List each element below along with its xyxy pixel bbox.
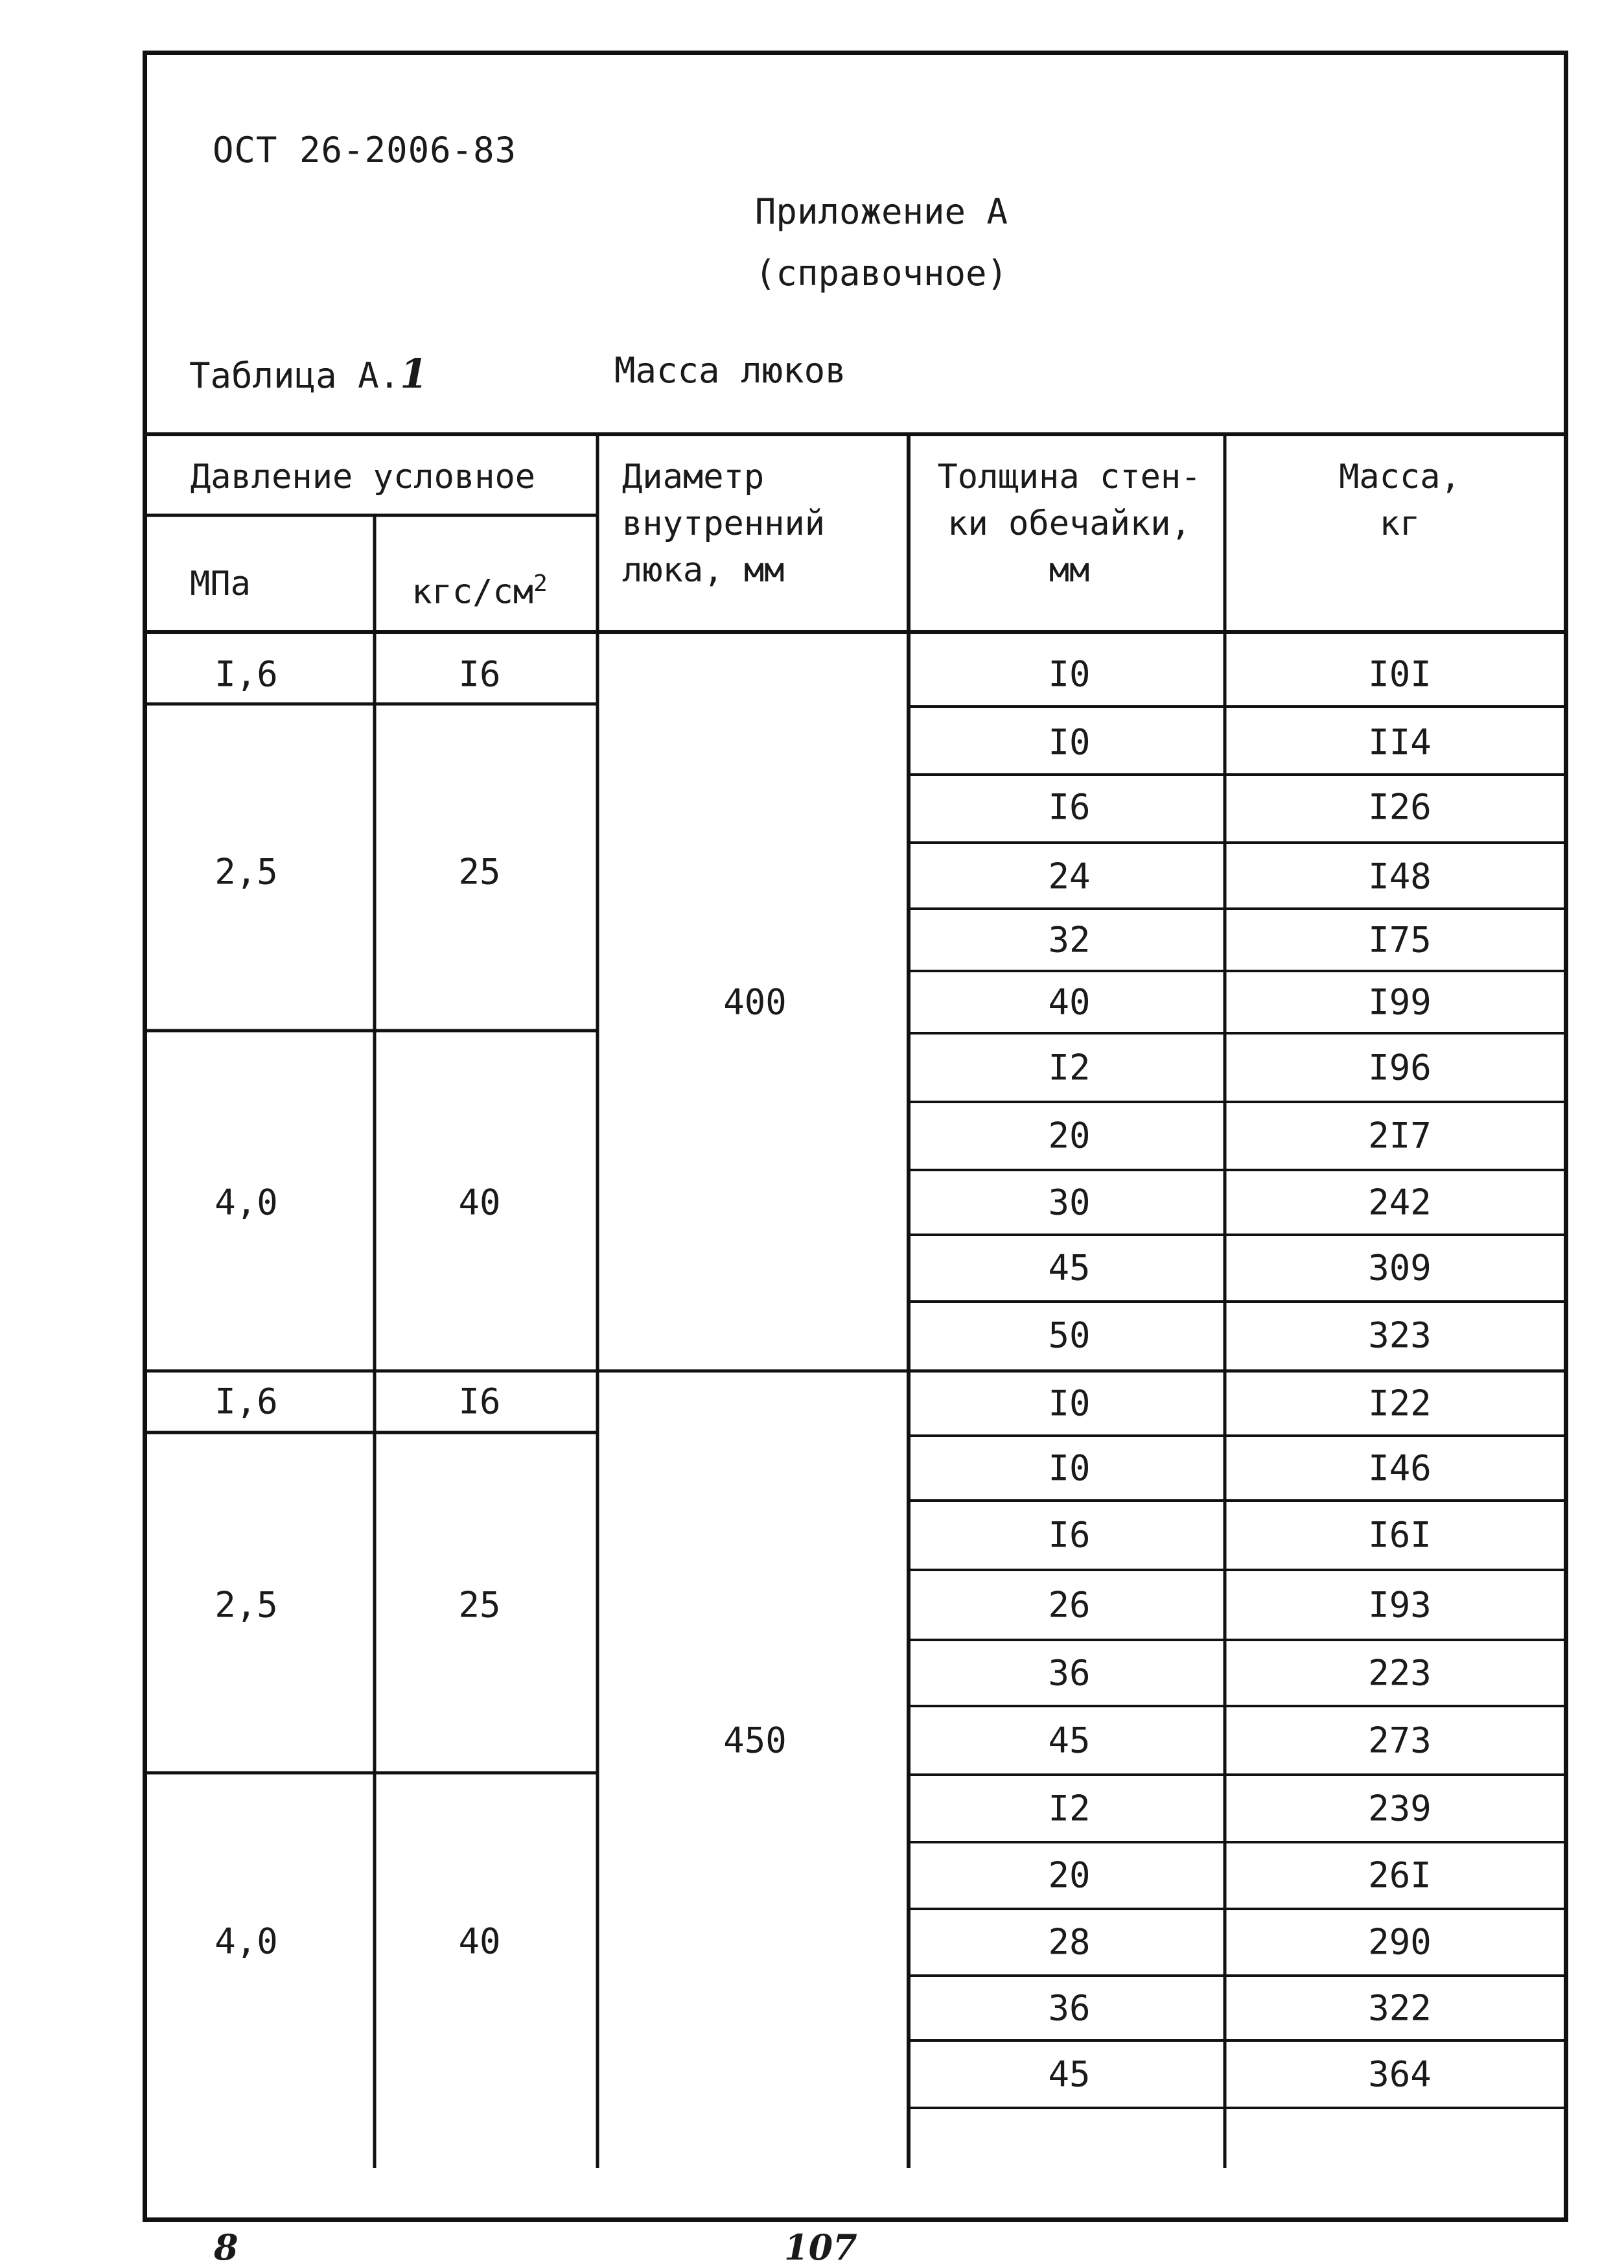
header-diameter-line-1: Диаметр	[622, 458, 765, 497]
document-code: ОСТ 26-2006-83	[213, 130, 517, 170]
page-number-left: 8	[214, 2227, 238, 2268]
thickness-cell: 28	[1048, 1921, 1091, 1963]
header-thickness-line-3: мм	[1049, 551, 1090, 590]
mass-cell: I22	[1368, 1383, 1432, 1424]
pressure-mpa-cell: 4,0	[215, 1182, 278, 1223]
header-thickness	[914, 454, 1225, 594]
table-title: Масса люков	[614, 350, 846, 391]
pressure-mpa-cell: I,6	[215, 1381, 278, 1422]
header-thickness-line-2: ки обечайки,	[947, 504, 1191, 543]
mass-cell: 309	[1368, 1247, 1432, 1289]
thickness-cell: 20	[1048, 1115, 1091, 1156]
mass-cell: I0I	[1368, 653, 1432, 695]
header-pressure-group: Давление условное	[190, 458, 536, 497]
thickness-cell: I0	[1048, 721, 1091, 763]
thickness-cell: 20	[1048, 1854, 1091, 1896]
appendix-title: Приложение А	[754, 191, 1008, 232]
pressure-kgf-cell: 40	[458, 1182, 501, 1223]
thickness-cell: I2	[1048, 1047, 1091, 1088]
header-diameter-line-2: внутренний	[622, 504, 826, 543]
header-thickness-line-1: Толщина стен-	[937, 458, 1201, 497]
mass-cell: I96	[1368, 1047, 1432, 1088]
mass-cell: I26	[1368, 786, 1432, 828]
diameter-cell: 450	[723, 1720, 787, 1761]
table-number: 1	[400, 350, 428, 397]
mass-cell: I93	[1368, 1584, 1432, 1626]
thickness-cell: I2	[1048, 1788, 1091, 1829]
pressure-kgf-cell: 40	[458, 1921, 501, 1962]
thickness-cell: 45	[1048, 1247, 1091, 1289]
header-kgf-superscript: 2	[533, 570, 548, 597]
mass-cell: 242	[1368, 1182, 1432, 1223]
pressure-kgf-cell: I6	[458, 653, 501, 695]
thickness-cell: 36	[1048, 1987, 1091, 2029]
thickness-cell: 50	[1048, 1315, 1091, 1356]
header-kgf	[382, 561, 577, 615]
pressure-kgf-cell: 25	[458, 851, 501, 893]
thickness-cell: 45	[1048, 2053, 1091, 2095]
mass-cell: II4	[1368, 721, 1432, 763]
thickness-cell: 26	[1048, 1584, 1091, 1626]
mass-cell: 2I7	[1368, 1115, 1432, 1156]
pressure-mpa-cell: 2,5	[215, 851, 278, 893]
thickness-cell: I6	[1048, 786, 1091, 828]
thickness-cell: 32	[1048, 919, 1091, 961]
pressure-mpa-cell: 4,0	[215, 1921, 278, 1962]
mass-cell: I48	[1368, 856, 1432, 897]
pressure-kgf-cell: 25	[458, 1584, 501, 1626]
mass-cell: 239	[1368, 1788, 1432, 1829]
header-mpa: МПа	[190, 565, 251, 603]
thickness-cell: 40	[1048, 981, 1091, 1023]
header-mass	[1231, 454, 1568, 547]
thickness-cell: I6	[1048, 1514, 1091, 1556]
table-label-text: Таблица А.	[189, 355, 400, 396]
header-diameter	[622, 454, 881, 594]
mass-cell: I99	[1368, 981, 1432, 1023]
mass-cell: I46	[1368, 1447, 1432, 1489]
mass-cell: 273	[1368, 1720, 1432, 1761]
pressure-kgf-cell: I6	[458, 1381, 501, 1422]
page-number-center: 107	[784, 2227, 857, 2268]
mass-cell: 290	[1368, 1921, 1432, 1963]
mass-cell: 364	[1368, 2053, 1432, 2095]
mass-cell: 26I	[1368, 1854, 1432, 1896]
mass-cell: I75	[1368, 919, 1432, 961]
mass-cell: 322	[1368, 1987, 1432, 2029]
thickness-cell: 45	[1048, 1720, 1091, 1761]
mass-cell: 223	[1368, 1652, 1432, 1694]
header-diameter-line-3: люка, мм	[622, 551, 785, 590]
pressure-mpa-cell: I,6	[215, 653, 278, 695]
diameter-cell: 400	[723, 981, 787, 1023]
mass-cell: I6I	[1368, 1514, 1432, 1556]
thickness-cell: 30	[1048, 1182, 1091, 1223]
header-kgf-text: кгс/см	[412, 572, 534, 612]
thickness-cell: I0	[1048, 1383, 1091, 1424]
thickness-cell: 36	[1048, 1652, 1091, 1694]
header-mass-line-2: кг	[1379, 504, 1421, 543]
thickness-cell: 24	[1048, 856, 1091, 897]
header-mass-line-1: Масса,	[1339, 458, 1461, 497]
thickness-cell: I0	[1048, 653, 1091, 695]
thickness-cell: I0	[1048, 1447, 1091, 1489]
appendix-type: (справочное)	[754, 253, 1008, 294]
mass-cell: 323	[1368, 1315, 1432, 1356]
pressure-mpa-cell: 2,5	[215, 1584, 278, 1626]
